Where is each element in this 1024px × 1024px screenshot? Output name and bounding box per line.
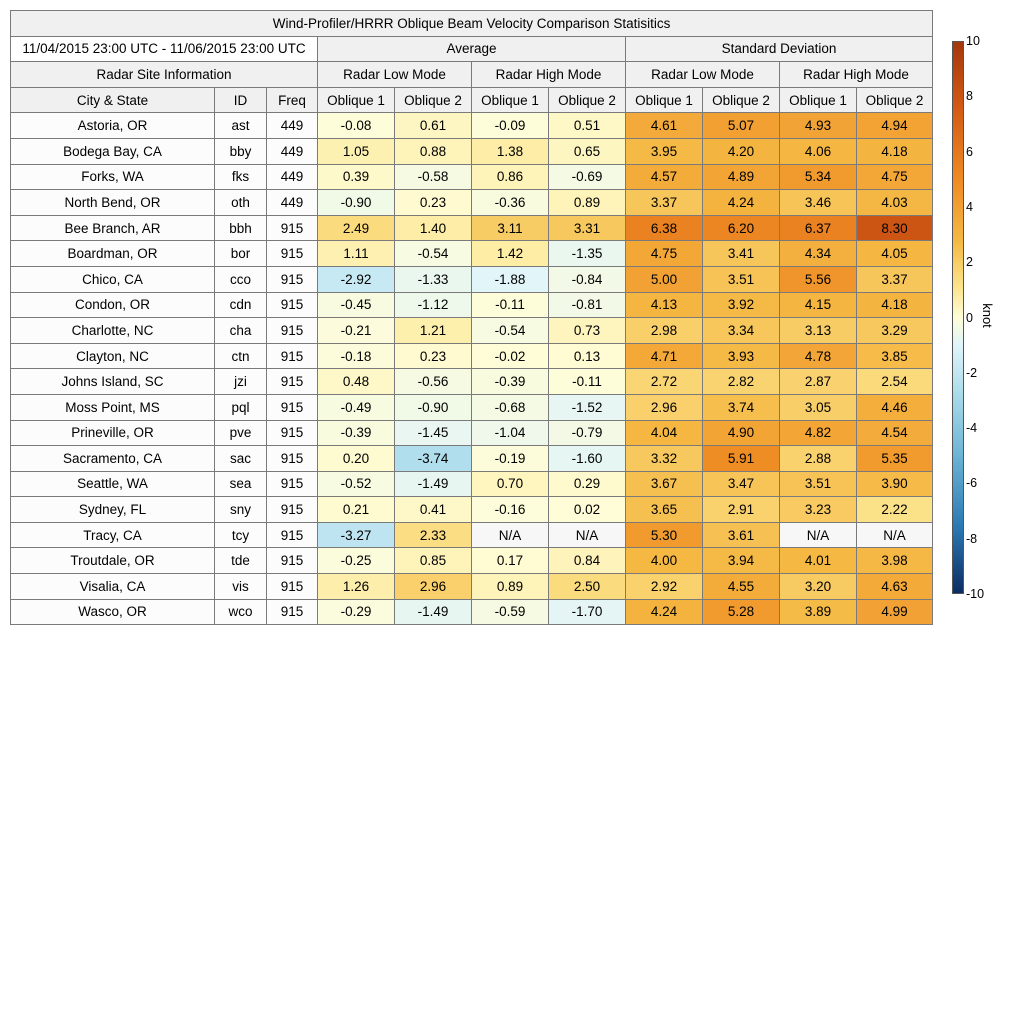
value-cell: 3.95 [626, 138, 703, 164]
city-cell: Astoria, OR [11, 113, 215, 139]
value-cell: -3.27 [318, 522, 395, 548]
value-cell: -1.70 [549, 599, 626, 625]
value-cell: 5.34 [780, 164, 857, 190]
colorbar-tick-label: 10 [966, 34, 980, 48]
value-cell: -0.18 [318, 343, 395, 369]
column-header-city-state: City & State [11, 87, 215, 113]
value-cell: 1.05 [318, 138, 395, 164]
value-cell: -3.74 [395, 446, 472, 472]
table-row [11, 548, 933, 574]
value-cell: 3.89 [780, 599, 857, 625]
city-cell: Visalia, CA [11, 574, 215, 600]
id-cell: tcy [215, 522, 267, 548]
table-row [11, 369, 933, 395]
value-cell: 4.75 [857, 164, 933, 190]
value-cell: -0.90 [395, 394, 472, 420]
city-cell: Tracy, CA [11, 522, 215, 548]
freq-cell: 449 [267, 113, 318, 139]
value-cell: -0.39 [318, 420, 395, 446]
freq-cell: 915 [267, 522, 318, 548]
city-cell: Wasco, OR [11, 599, 215, 625]
value-cell: 4.00 [626, 548, 703, 574]
id-cell: tde [215, 548, 267, 574]
table-row [11, 292, 933, 318]
column-header-avg-low-oblique-2: Oblique 2 [395, 87, 472, 113]
colorbar-tick-label: -2 [966, 365, 978, 380]
colorbar-tick-label: 4 [966, 199, 973, 214]
value-cell: -0.54 [395, 241, 472, 267]
value-cell: 0.17 [472, 548, 549, 574]
colorbar-unit-label: knot [979, 303, 995, 328]
value-cell: -0.25 [318, 548, 395, 574]
value-cell: 4.55 [703, 574, 780, 600]
value-cell: -0.02 [472, 343, 549, 369]
group-header-average: Average [318, 36, 626, 62]
colorbar-tick-label: 6 [966, 144, 973, 159]
value-cell: 3.65 [626, 497, 703, 523]
value-cell: 4.18 [857, 138, 933, 164]
city-cell: Sacramento, CA [11, 446, 215, 472]
city-cell: Forks, WA [11, 164, 215, 190]
id-cell: fks [215, 164, 267, 190]
table-row [11, 497, 933, 523]
value-cell: 4.13 [626, 292, 703, 318]
value-cell: -0.52 [318, 471, 395, 497]
id-cell: sea [215, 471, 267, 497]
value-cell: N/A [549, 522, 626, 548]
table-row [11, 394, 933, 420]
value-cell: 4.82 [780, 420, 857, 446]
value-cell: 4.61 [626, 113, 703, 139]
value-cell: 3.94 [703, 548, 780, 574]
column-header-sd-low-oblique-1: Oblique 1 [626, 87, 703, 113]
value-cell: -0.08 [318, 113, 395, 139]
freq-cell: 915 [267, 446, 318, 472]
value-cell: 4.94 [857, 113, 933, 139]
value-cell: 0.86 [472, 164, 549, 190]
value-cell: -1.52 [549, 394, 626, 420]
table-row [11, 190, 933, 216]
value-cell: 3.32 [626, 446, 703, 472]
table-row [11, 215, 933, 241]
table-row [11, 266, 933, 292]
value-cell: -0.11 [549, 369, 626, 395]
value-cell: 1.40 [395, 215, 472, 241]
column-header-avg-low-oblique-1: Oblique 1 [318, 87, 395, 113]
city-cell: Bee Branch, AR [11, 215, 215, 241]
value-cell: 4.71 [626, 343, 703, 369]
table-row [11, 241, 933, 267]
value-cell: 3.51 [703, 266, 780, 292]
colorbar-tick-label: -4 [966, 421, 978, 436]
value-cell: 2.87 [780, 369, 857, 395]
value-cell: 1.21 [395, 318, 472, 344]
value-cell: -0.49 [318, 394, 395, 420]
value-cell: 4.18 [857, 292, 933, 318]
id-cell: jzi [215, 369, 267, 395]
value-cell: 8.30 [857, 215, 933, 241]
id-cell: bor [215, 241, 267, 267]
value-cell: 5.28 [703, 599, 780, 625]
value-cell: 2.82 [703, 369, 780, 395]
value-cell: 0.48 [318, 369, 395, 395]
city-cell: Troutdale, OR [11, 548, 215, 574]
value-cell: -0.84 [549, 266, 626, 292]
value-cell: 4.01 [780, 548, 857, 574]
value-cell: 1.42 [472, 241, 549, 267]
colorbar-tick-label: -10 [966, 587, 985, 601]
id-cell: bby [215, 138, 267, 164]
value-cell: -0.81 [549, 292, 626, 318]
id-cell: oth [215, 190, 267, 216]
freq-cell: 915 [267, 343, 318, 369]
value-cell: -0.45 [318, 292, 395, 318]
value-cell: 0.20 [318, 446, 395, 472]
freq-cell: 915 [267, 420, 318, 446]
value-cell: -0.29 [318, 599, 395, 625]
value-cell: 3.23 [780, 497, 857, 523]
value-cell: 5.30 [626, 522, 703, 548]
id-cell: pve [215, 420, 267, 446]
id-cell: ast [215, 113, 267, 139]
value-cell: 4.78 [780, 343, 857, 369]
value-cell: 3.34 [703, 318, 780, 344]
comparison-statistics-table [10, 10, 933, 625]
value-cell: 3.20 [780, 574, 857, 600]
mode-header-sd-high: Radar High Mode [780, 62, 933, 88]
value-cell: 0.84 [549, 548, 626, 574]
id-cell: vis [215, 574, 267, 600]
column-header-sd-low-oblique-2: Oblique 2 [703, 87, 780, 113]
period-label: 11/04/2015 23:00 UTC - 11/06/2015 23:00 UTC [11, 36, 318, 62]
value-cell: -1.88 [472, 266, 549, 292]
city-cell: Prineville, OR [11, 420, 215, 446]
value-cell: 4.46 [857, 394, 933, 420]
value-cell: 3.51 [780, 471, 857, 497]
value-cell: 4.75 [626, 241, 703, 267]
table-row [11, 164, 933, 190]
value-cell: 3.85 [857, 343, 933, 369]
table-row [11, 343, 933, 369]
value-cell: -1.49 [395, 599, 472, 625]
value-cell: 4.24 [626, 599, 703, 625]
value-cell: 3.67 [626, 471, 703, 497]
city-cell: Condon, OR [11, 292, 215, 318]
value-cell: 2.54 [857, 369, 933, 395]
freq-cell: 449 [267, 190, 318, 216]
value-cell: 3.46 [780, 190, 857, 216]
freq-cell: 915 [267, 599, 318, 625]
value-cell: 2.49 [318, 215, 395, 241]
value-cell: 6.20 [703, 215, 780, 241]
value-cell: 0.41 [395, 497, 472, 523]
value-cell: 3.29 [857, 318, 933, 344]
value-cell: 1.11 [318, 241, 395, 267]
value-cell: -1.35 [549, 241, 626, 267]
value-cell: 3.11 [472, 215, 549, 241]
id-cell: wco [215, 599, 267, 625]
value-cell: 5.91 [703, 446, 780, 472]
value-cell: 3.93 [703, 343, 780, 369]
value-cell: 3.13 [780, 318, 857, 344]
column-header-sd-high-oblique-1: Oblique 1 [780, 87, 857, 113]
value-cell: 0.89 [472, 574, 549, 600]
value-cell: -1.12 [395, 292, 472, 318]
freq-cell: 915 [267, 369, 318, 395]
column-header-freq: Freq [267, 87, 318, 113]
table-row [11, 446, 933, 472]
city-cell: Charlotte, NC [11, 318, 215, 344]
value-cell: 1.38 [472, 138, 549, 164]
freq-cell: 915 [267, 266, 318, 292]
value-cell: 0.70 [472, 471, 549, 497]
value-cell: 0.88 [395, 138, 472, 164]
value-cell: 0.51 [549, 113, 626, 139]
value-cell: N/A [857, 522, 933, 548]
colorbar-tick-label: -8 [966, 531, 978, 546]
value-cell: 3.37 [626, 190, 703, 216]
table-row [11, 138, 933, 164]
value-cell: 1.26 [318, 574, 395, 600]
id-cell: sac [215, 446, 267, 472]
value-cell: 4.05 [857, 241, 933, 267]
id-cell: cdn [215, 292, 267, 318]
freq-cell: 449 [267, 138, 318, 164]
freq-cell: 915 [267, 548, 318, 574]
value-cell: 0.13 [549, 343, 626, 369]
value-cell: -1.49 [395, 471, 472, 497]
value-cell: 3.92 [703, 292, 780, 318]
group-header-standard-deviation: Standard Deviation [626, 36, 933, 62]
value-cell: 3.47 [703, 471, 780, 497]
value-cell: 0.85 [395, 548, 472, 574]
value-cell: -0.69 [549, 164, 626, 190]
colorbar [952, 41, 964, 594]
city-cell: Johns Island, SC [11, 369, 215, 395]
value-cell: 0.65 [549, 138, 626, 164]
value-cell: -0.58 [395, 164, 472, 190]
value-cell: 3.90 [857, 471, 933, 497]
freq-cell: 915 [267, 471, 318, 497]
value-cell: 3.31 [549, 215, 626, 241]
value-cell: -0.59 [472, 599, 549, 625]
table-row [11, 599, 933, 625]
value-cell: 3.37 [857, 266, 933, 292]
value-cell: -1.33 [395, 266, 472, 292]
value-cell: -0.68 [472, 394, 549, 420]
table-row [11, 318, 933, 344]
value-cell: 4.93 [780, 113, 857, 139]
city-cell: North Bend, OR [11, 190, 215, 216]
mode-header-avg-low: Radar Low Mode [318, 62, 472, 88]
table-row [11, 420, 933, 446]
value-cell: N/A [472, 522, 549, 548]
column-header-sd-high-oblique-2: Oblique 2 [857, 87, 933, 113]
value-cell: 4.34 [780, 241, 857, 267]
value-cell: 6.37 [780, 215, 857, 241]
value-cell: -1.04 [472, 420, 549, 446]
value-cell: 5.35 [857, 446, 933, 472]
freq-cell: 915 [267, 394, 318, 420]
value-cell: 3.41 [703, 241, 780, 267]
value-cell: 0.61 [395, 113, 472, 139]
value-cell: 2.98 [626, 318, 703, 344]
value-cell: 0.02 [549, 497, 626, 523]
value-cell: 4.89 [703, 164, 780, 190]
city-cell: Bodega Bay, CA [11, 138, 215, 164]
value-cell: 4.63 [857, 574, 933, 600]
value-cell: 3.98 [857, 548, 933, 574]
column-header-avg-high-oblique-2: Oblique 2 [549, 87, 626, 113]
id-cell: sny [215, 497, 267, 523]
freq-cell: 915 [267, 241, 318, 267]
value-cell: 2.50 [549, 574, 626, 600]
value-cell: 0.89 [549, 190, 626, 216]
id-cell: bbh [215, 215, 267, 241]
value-cell: 4.06 [780, 138, 857, 164]
value-cell: 2.91 [703, 497, 780, 523]
value-cell: 0.23 [395, 343, 472, 369]
freq-cell: 915 [267, 292, 318, 318]
city-cell: Chico, CA [11, 266, 215, 292]
value-cell: 5.07 [703, 113, 780, 139]
value-cell: 0.21 [318, 497, 395, 523]
value-cell: 4.57 [626, 164, 703, 190]
value-cell: -1.60 [549, 446, 626, 472]
value-cell: 4.24 [703, 190, 780, 216]
value-cell: -0.90 [318, 190, 395, 216]
value-cell: 5.00 [626, 266, 703, 292]
id-cell: ctn [215, 343, 267, 369]
value-cell: 2.22 [857, 497, 933, 523]
colorbar-tick-label: 0 [966, 310, 973, 325]
value-cell: 5.56 [780, 266, 857, 292]
value-cell: 3.05 [780, 394, 857, 420]
column-header-id: ID [215, 87, 267, 113]
value-cell: 2.96 [626, 394, 703, 420]
value-cell: 4.90 [703, 420, 780, 446]
value-cell: 2.33 [395, 522, 472, 548]
value-cell: 6.38 [626, 215, 703, 241]
freq-cell: 915 [267, 318, 318, 344]
freq-cell: 449 [267, 164, 318, 190]
value-cell: -0.36 [472, 190, 549, 216]
value-cell: 3.74 [703, 394, 780, 420]
table-row [11, 522, 933, 548]
value-cell: -0.16 [472, 497, 549, 523]
value-cell: 3.61 [703, 522, 780, 548]
id-cell: pql [215, 394, 267, 420]
colorbar-tick-label: 2 [966, 255, 973, 270]
column-header-avg-high-oblique-1: Oblique 1 [472, 87, 549, 113]
freq-cell: 915 [267, 215, 318, 241]
table-title: Wind-Profiler/HRRR Oblique Beam Velocity Comparison Statisitics [11, 11, 933, 37]
value-cell: 4.99 [857, 599, 933, 625]
mode-header-avg-high: Radar High Mode [472, 62, 626, 88]
id-cell: cco [215, 266, 267, 292]
value-cell: 4.03 [857, 190, 933, 216]
value-cell: 0.23 [395, 190, 472, 216]
value-cell: 2.92 [626, 574, 703, 600]
value-cell: 0.39 [318, 164, 395, 190]
value-cell: N/A [780, 522, 857, 548]
value-cell: 4.15 [780, 292, 857, 318]
value-cell: 4.20 [703, 138, 780, 164]
value-cell: -0.11 [472, 292, 549, 318]
value-cell: -0.09 [472, 113, 549, 139]
table-row [11, 574, 933, 600]
colorbar-tick-label: -6 [966, 476, 978, 491]
value-cell: -0.19 [472, 446, 549, 472]
value-cell: -0.39 [472, 369, 549, 395]
mode-header-sd-low: Radar Low Mode [626, 62, 780, 88]
value-cell: -0.54 [472, 318, 549, 344]
value-cell: -0.21 [318, 318, 395, 344]
value-cell: 2.88 [780, 446, 857, 472]
table-row [11, 471, 933, 497]
id-cell: cha [215, 318, 267, 344]
city-cell: Boardman, OR [11, 241, 215, 267]
table-row [11, 113, 933, 139]
city-cell: Sydney, FL [11, 497, 215, 523]
value-cell: 0.73 [549, 318, 626, 344]
colorbar-tick-label: 8 [966, 89, 973, 104]
city-cell: Clayton, NC [11, 343, 215, 369]
freq-cell: 915 [267, 574, 318, 600]
value-cell: -1.45 [395, 420, 472, 446]
value-cell: -0.56 [395, 369, 472, 395]
value-cell: -0.79 [549, 420, 626, 446]
value-cell: 2.96 [395, 574, 472, 600]
value-cell: -2.92 [318, 266, 395, 292]
value-cell: 4.54 [857, 420, 933, 446]
city-cell: Moss Point, MS [11, 394, 215, 420]
site-info-header: Radar Site Information [11, 62, 318, 88]
city-cell: Seattle, WA [11, 471, 215, 497]
value-cell: 0.29 [549, 471, 626, 497]
value-cell: 4.04 [626, 420, 703, 446]
freq-cell: 915 [267, 497, 318, 523]
value-cell: 2.72 [626, 369, 703, 395]
